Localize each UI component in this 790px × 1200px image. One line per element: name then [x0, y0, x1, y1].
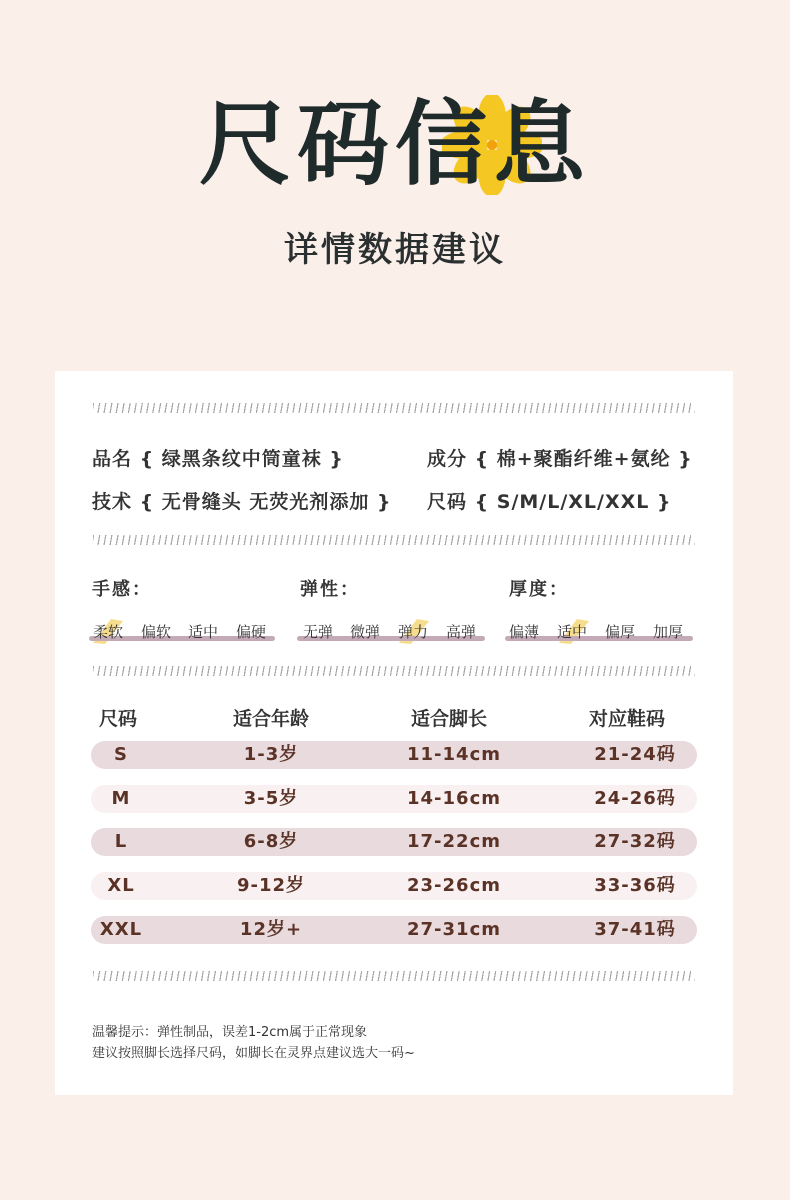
- table-cell: 33-36码: [594, 875, 676, 896]
- scale-thickness: [505, 621, 695, 647]
- scale-option: 适中: [557, 623, 588, 641]
- table-cell: 6-8岁: [243, 831, 299, 852]
- table-header-foot-length: 适合脚长: [411, 708, 488, 730]
- property-label-hand-feel: 手感：: [92, 579, 152, 600]
- table-cell: 14-16cm: [407, 788, 501, 809]
- scale-option: 偏厚: [605, 623, 636, 641]
- scale-option: 适中: [188, 623, 219, 641]
- scale-elasticity: [297, 621, 487, 647]
- scale-hand-feel: [89, 621, 279, 647]
- table-cell: 9-12岁: [236, 875, 306, 896]
- table-cell: 12岁+: [239, 919, 303, 940]
- scale-option: 弹力: [398, 623, 429, 641]
- scale-option: 偏薄: [509, 623, 540, 641]
- table-header-size: 尺码: [99, 708, 138, 730]
- table-cell: 24-26码: [594, 788, 676, 809]
- table-cell: XL: [107, 875, 135, 896]
- scale-option: 加厚: [653, 623, 684, 641]
- info-card: [55, 371, 733, 1095]
- table-cell: 11-14cm: [407, 744, 501, 765]
- scale-option: 偏硬: [236, 623, 267, 641]
- page-subtitle: 详情数据建议: [284, 230, 506, 270]
- table-cell: 23-26cm: [407, 875, 501, 896]
- table-cell: 27-31cm: [407, 919, 501, 940]
- table-cell: 3-5岁: [243, 788, 299, 809]
- technology: 技术 { 无骨缝头 无荧光剂添加 }: [92, 491, 392, 513]
- table-row: [91, 916, 697, 944]
- note-line: 建议按照脚长选择尺码，如脚长在灵界点建议选大一码~: [92, 1046, 415, 1061]
- divider: [93, 403, 695, 413]
- table-cell: 27-32码: [594, 831, 676, 852]
- table-cell: S: [114, 744, 128, 765]
- table-cell: 1-3岁: [243, 744, 299, 765]
- scale-option: 柔软: [93, 623, 124, 641]
- property-label-thickness: 厚度：: [509, 579, 569, 600]
- page-title: 尺码信息: [198, 91, 591, 198]
- table-header-shoe-size: 对应鞋码: [589, 708, 666, 730]
- divider: [93, 971, 695, 981]
- table-row: [91, 741, 697, 769]
- table-row: [91, 872, 697, 900]
- table-row: [91, 785, 697, 813]
- table-cell: 37-41码: [594, 919, 676, 940]
- scale-option: 无弹: [303, 623, 334, 641]
- scale-option: 高弹: [446, 623, 477, 641]
- table-cell: XXL: [99, 919, 143, 940]
- size-range: 尺码 { S/M/L/XL/XXL }: [427, 491, 672, 513]
- table-cell: 17-22cm: [407, 831, 501, 852]
- note-line: 温馨提示：弹性制品，误差1-2cm属于正常现象: [92, 1025, 368, 1040]
- table-header-age: 适合年龄: [233, 708, 310, 730]
- composition: 成分 { 棉+聚酯纤维+氨纶 }: [427, 448, 693, 470]
- table-cell: 21-24码: [594, 744, 676, 765]
- table-row: [91, 828, 697, 856]
- scale-option: 微弹: [350, 623, 381, 641]
- scale-option: 偏软: [141, 623, 172, 641]
- table-cell: M: [111, 788, 131, 809]
- product-name: 品名 { 绿黑条纹中筒童袜 }: [92, 448, 344, 470]
- divider: [93, 535, 695, 545]
- divider: [93, 666, 695, 676]
- title-area: [0, 91, 790, 205]
- property-label-elasticity: 弹性：: [300, 579, 360, 600]
- table-cell: L: [114, 831, 128, 852]
